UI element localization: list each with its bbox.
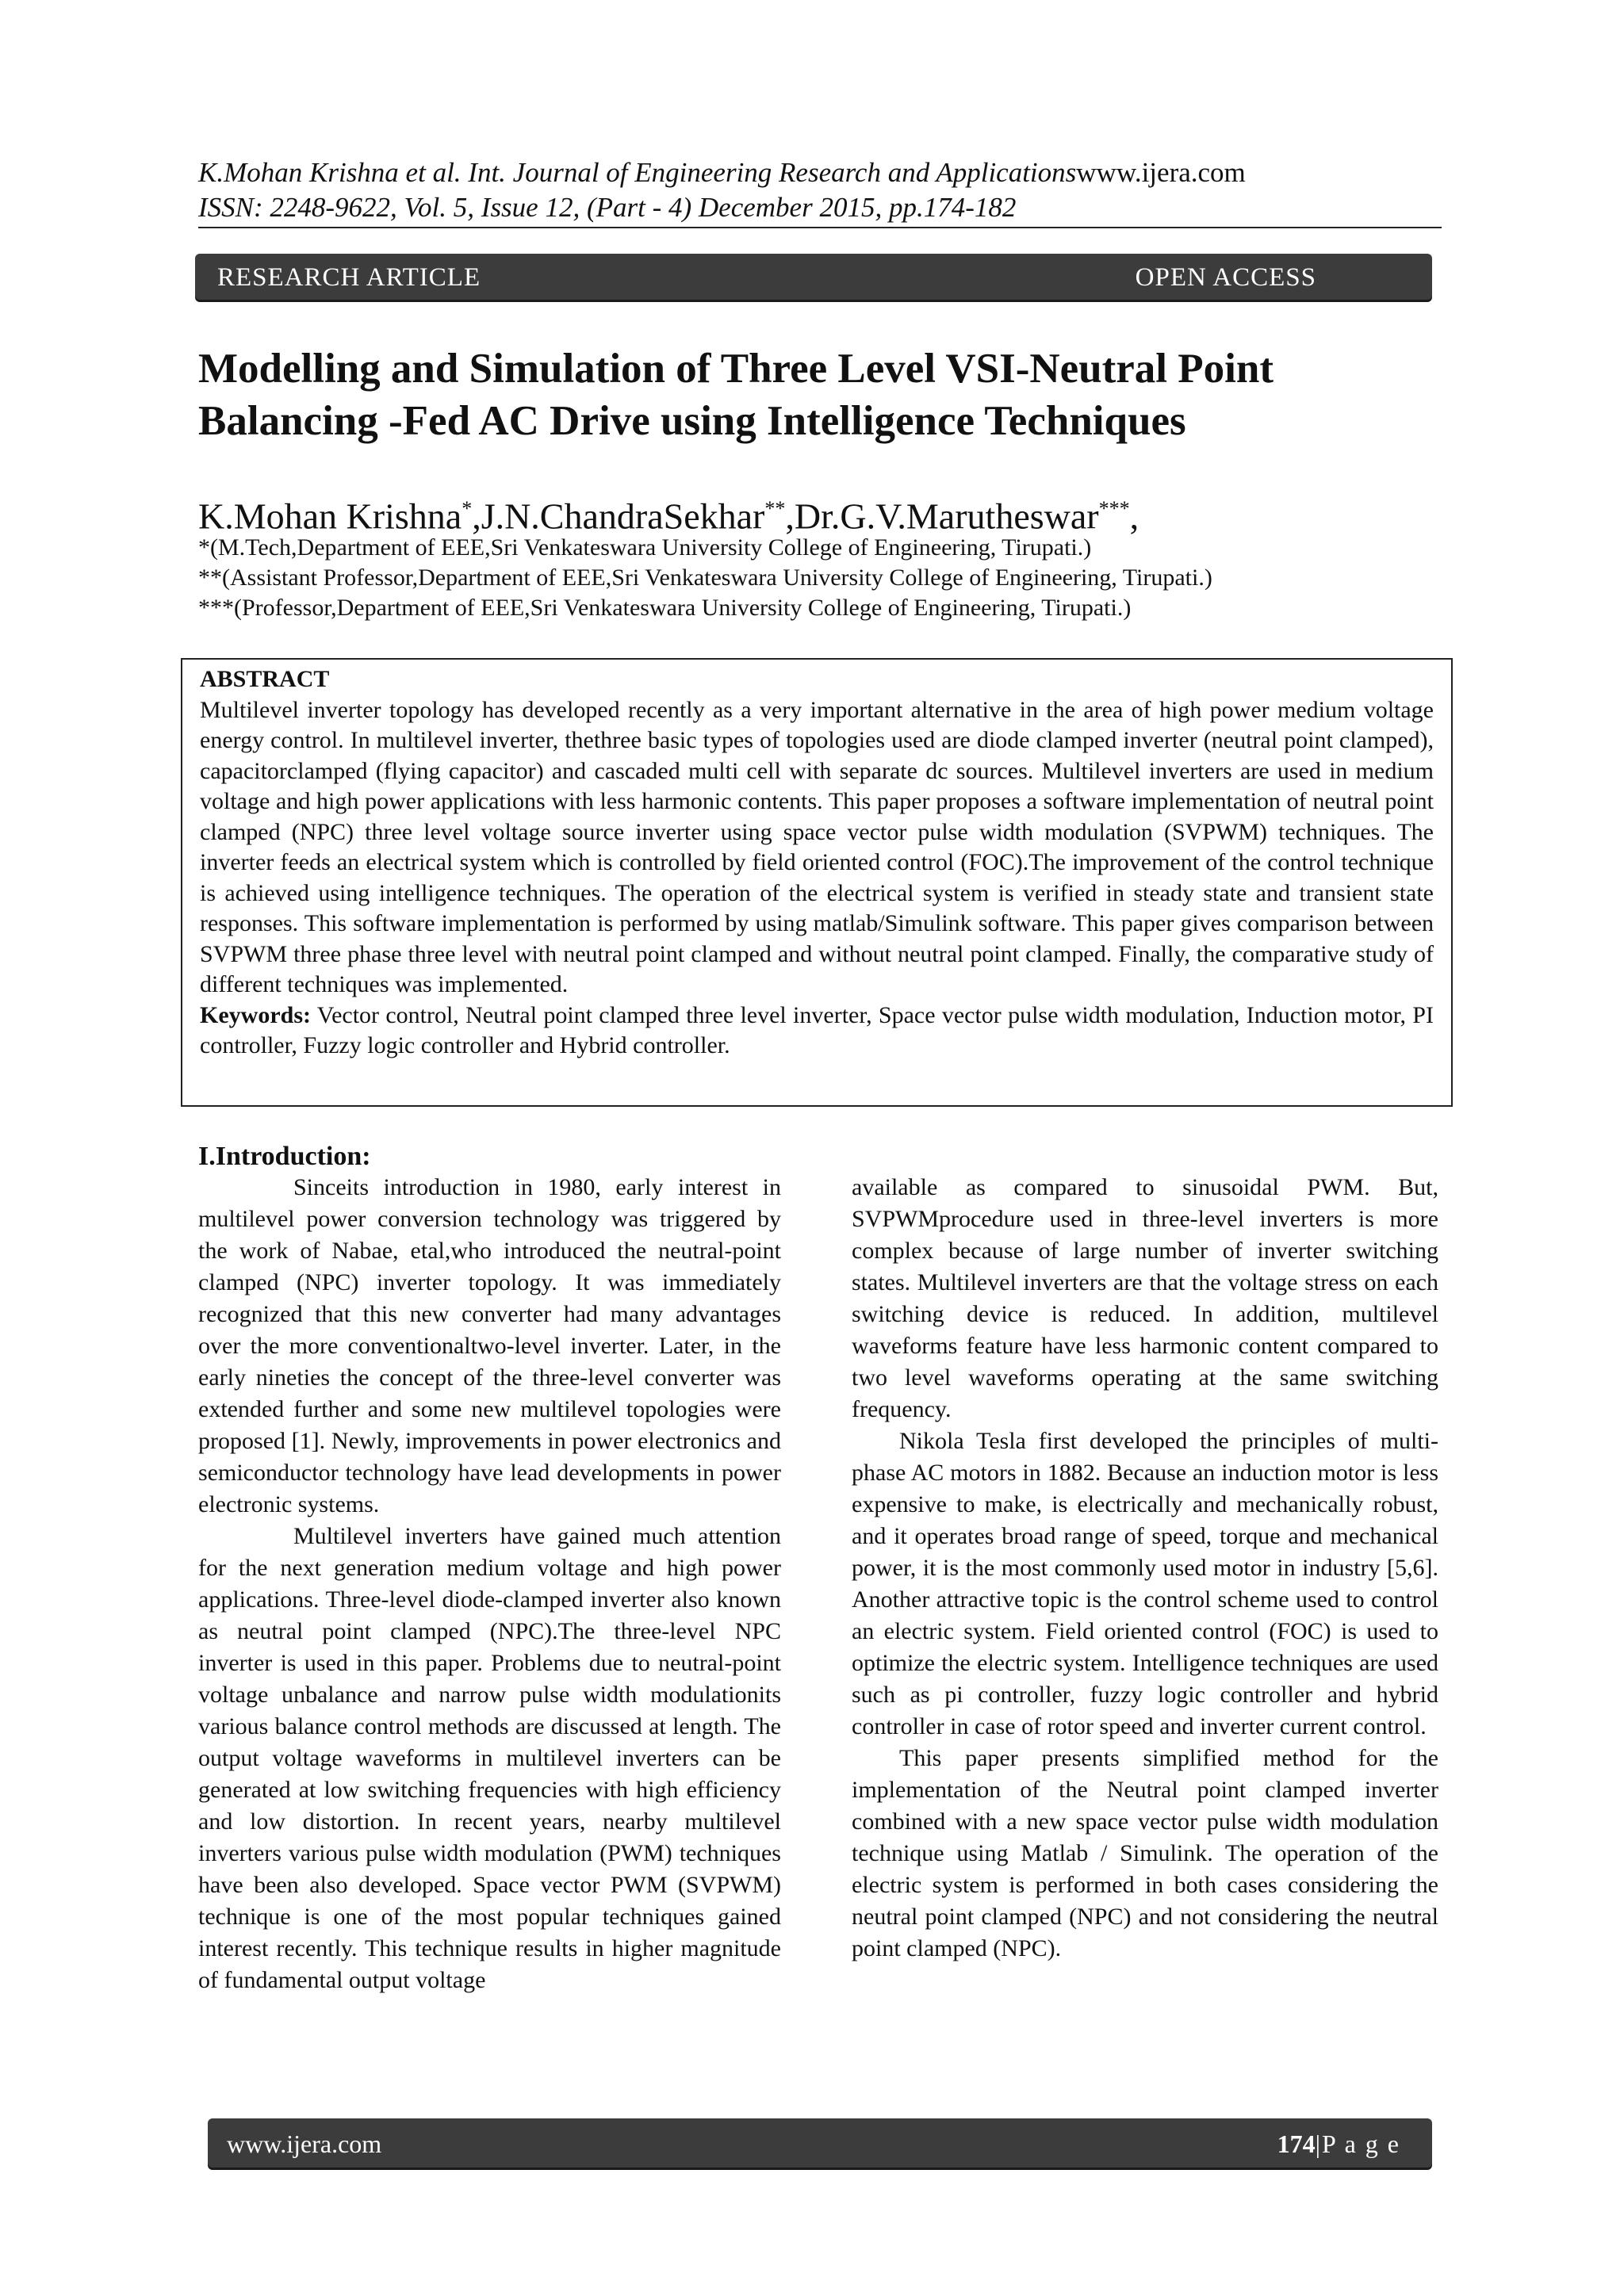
abstract-text: Multilevel inverter topology has developed recently as a very important alternative in the area of high power medium voltage energy control. In multilevel inverter, thethree basic types of topologies used are diode clamped inverter (neutral point clamped), capacitorclamped (flying capacitor) and cascaded multi cell with separate dc sources. Multilevel inverters are used in medium voltage and high power applications with less harmonic contents. This paper proposes a software implementation of neutral point clamped (NPC) three level voltage source inverter using space vector pulse width modulation (SVPWM) techniques. The inverter feeds an electrical system which is controlled by field oriented control (FOC).The improvement of the control technique is achieved using intelligence techniques. The operation of the electrical system is verified in steady state and transient state responses. This software implementation is performed by using matlab/Simulink software. This paper gives comparison between SVPWM three phase three level with neutral point clamped and without neutral point clamped. Finally, the comparative study of different techniques was implemented. [200,696,1434,997]
abstract-box [181,658,1453,1107]
paragraph: Multilevel inverters have gained much attention for the next generation medium voltage and high power applications. Three-level diode-clamped inverter also known as neutral point clamped (NPC).The three-level NPC inverter is used in this paper. Problems due to neutral-point voltage unbalance and narrow pulse width modulationits various balance control methods are discussed at length. The output voltage waveforms in multilevel inverters can be generated at low switching frequencies with high efficiency and low distortion. In recent years, nearby multilevel inverters various pulse width modulation (PWM) techniques have been also developed. Space vector PWM (SVPWM) technique is one of the most popular techniques gained interest recently. This technique results in higher magnitude of fundamental output voltage [198,1523,781,1993]
page-label: |P a g e [1315,2130,1400,2158]
paragraph: This paper presents simplified method for the implementation of the Neutral point clamped inverter combined with a new space vector pulse width modulation technique using Matlab / Simulink. The operation of the electric system is performed in both cases considering the neutral point clamped (NPC) and not considering the neutral point clamped (NPC). [852,1745,1438,1961]
author-name: K.Mohan Krishna [198,496,462,537]
running-header [198,155,1411,225]
paragraph: available as compared to sinusoidal PWM. But, SVPWMprocedure used in three-level inverters is more complex because of large number of inverter switching states. Multilevel inverters are that the voltage stress on each switching device is reduced. In addition, multilevel waveforms feature have less harmonic content compared to two level waveforms operating at the same switching frequency. [852,1174,1438,1422]
article-type-bar [195,254,1432,300]
header-divider [198,227,1442,228]
page-footer [208,2118,1432,2168]
page-number-value: 174 [1277,2130,1316,2158]
open-access-label: OPEN ACCESS [1135,263,1316,292]
journal-url[interactable]: www.ijera.com [1076,157,1246,188]
author-name: J.N.ChandraSekhar [481,496,765,537]
author-list: K.Mohan Krishna*,J.N.ChandraSekhar**,Dr.G.V.Marutheswar***, [198,496,1139,537]
paragraph: Sinceits introduction in 1980, early interest in multilevel power conversion technology was triggered by the work of Nabae, etal,who introduced the neutral-point clamped (NPC) inverter topology. It was immediately recognized that this new converter had many advantages over the more conventionaltwo-level inverter. Later, in the early nineties the concept of the three-level converter was extended further and some new multilevel topologies were proposed [1]. Newly, improvements in power electronics and semiconductor technology have lead developments in power electronic systems. [198,1174,781,1517]
author-mark: * [462,497,473,520]
author-name: Dr.G.V.Marutheswar [794,496,1099,537]
journal-line [198,155,1411,190]
section-heading: I.Introduction: [198,1142,371,1171]
journal-name: K.Mohan Krishna et al. Int. Journal of Engineering Research and Applications [198,157,1077,188]
paragraph: Nikola Tesla first developed the principles of multi-phase AC motors in 1882. Because an induction motor is less expensive to make, is electrically and mechanically robust, and it operates broad range of speed, torque and mechanical power, it is the most commonly used motor in industry [5,6]. Another attractive topic is the control scheme used to control an electric system. Field oriented control (FOC) is used to optimize the electric system. Intelligence techniques are used such as pi controller, fuzzy logic controller and hybrid controller in case of rotor speed and inverter current control. [852,1428,1438,1739]
article-type-label: RESEARCH ARTICLE [217,263,481,292]
issn-line: ISSN: 2248-9622, Vol. 5, Issue 12, (Part - 4) December 2015, pp.174-182 [198,192,1017,223]
keywords-text: Vector control, Neutral point clamped three level inverter, Space vector pulse width modulation, Induction motor, PI controller, Fuzzy logic controller and Hybrid controller. [200,1001,1434,1058]
affiliation: *(M.Tech,Department of EEE,Sri Venkateswara University College of Engineering, Tirupati.) [198,534,1092,561]
affiliation: **(Assistant Professor,Department of EEE,Sri Venkateswara University College of Engineering, Tirupati.) [198,564,1212,591]
author-mark: *** [1098,497,1130,520]
paper-title: Modelling and Simulation of Three Level VSI-Neutral Point Balancing -Fed AC Drive using Intelligence Techniques [198,346,1274,444]
footer-url[interactable]: www.ijera.com [227,2130,382,2158]
left-column [198,1172,781,1996]
author-mark: ** [764,497,786,520]
right-column [852,1172,1438,1965]
abstract-heading: ABSTRACT [200,666,330,692]
affiliation: ***(Professor,Department of EEE,Sri Venkateswara University College of Engineering, Tirupati.) [198,595,1132,621]
keywords-label: Keywords: [200,1001,311,1028]
page-number [1277,2130,1400,2159]
